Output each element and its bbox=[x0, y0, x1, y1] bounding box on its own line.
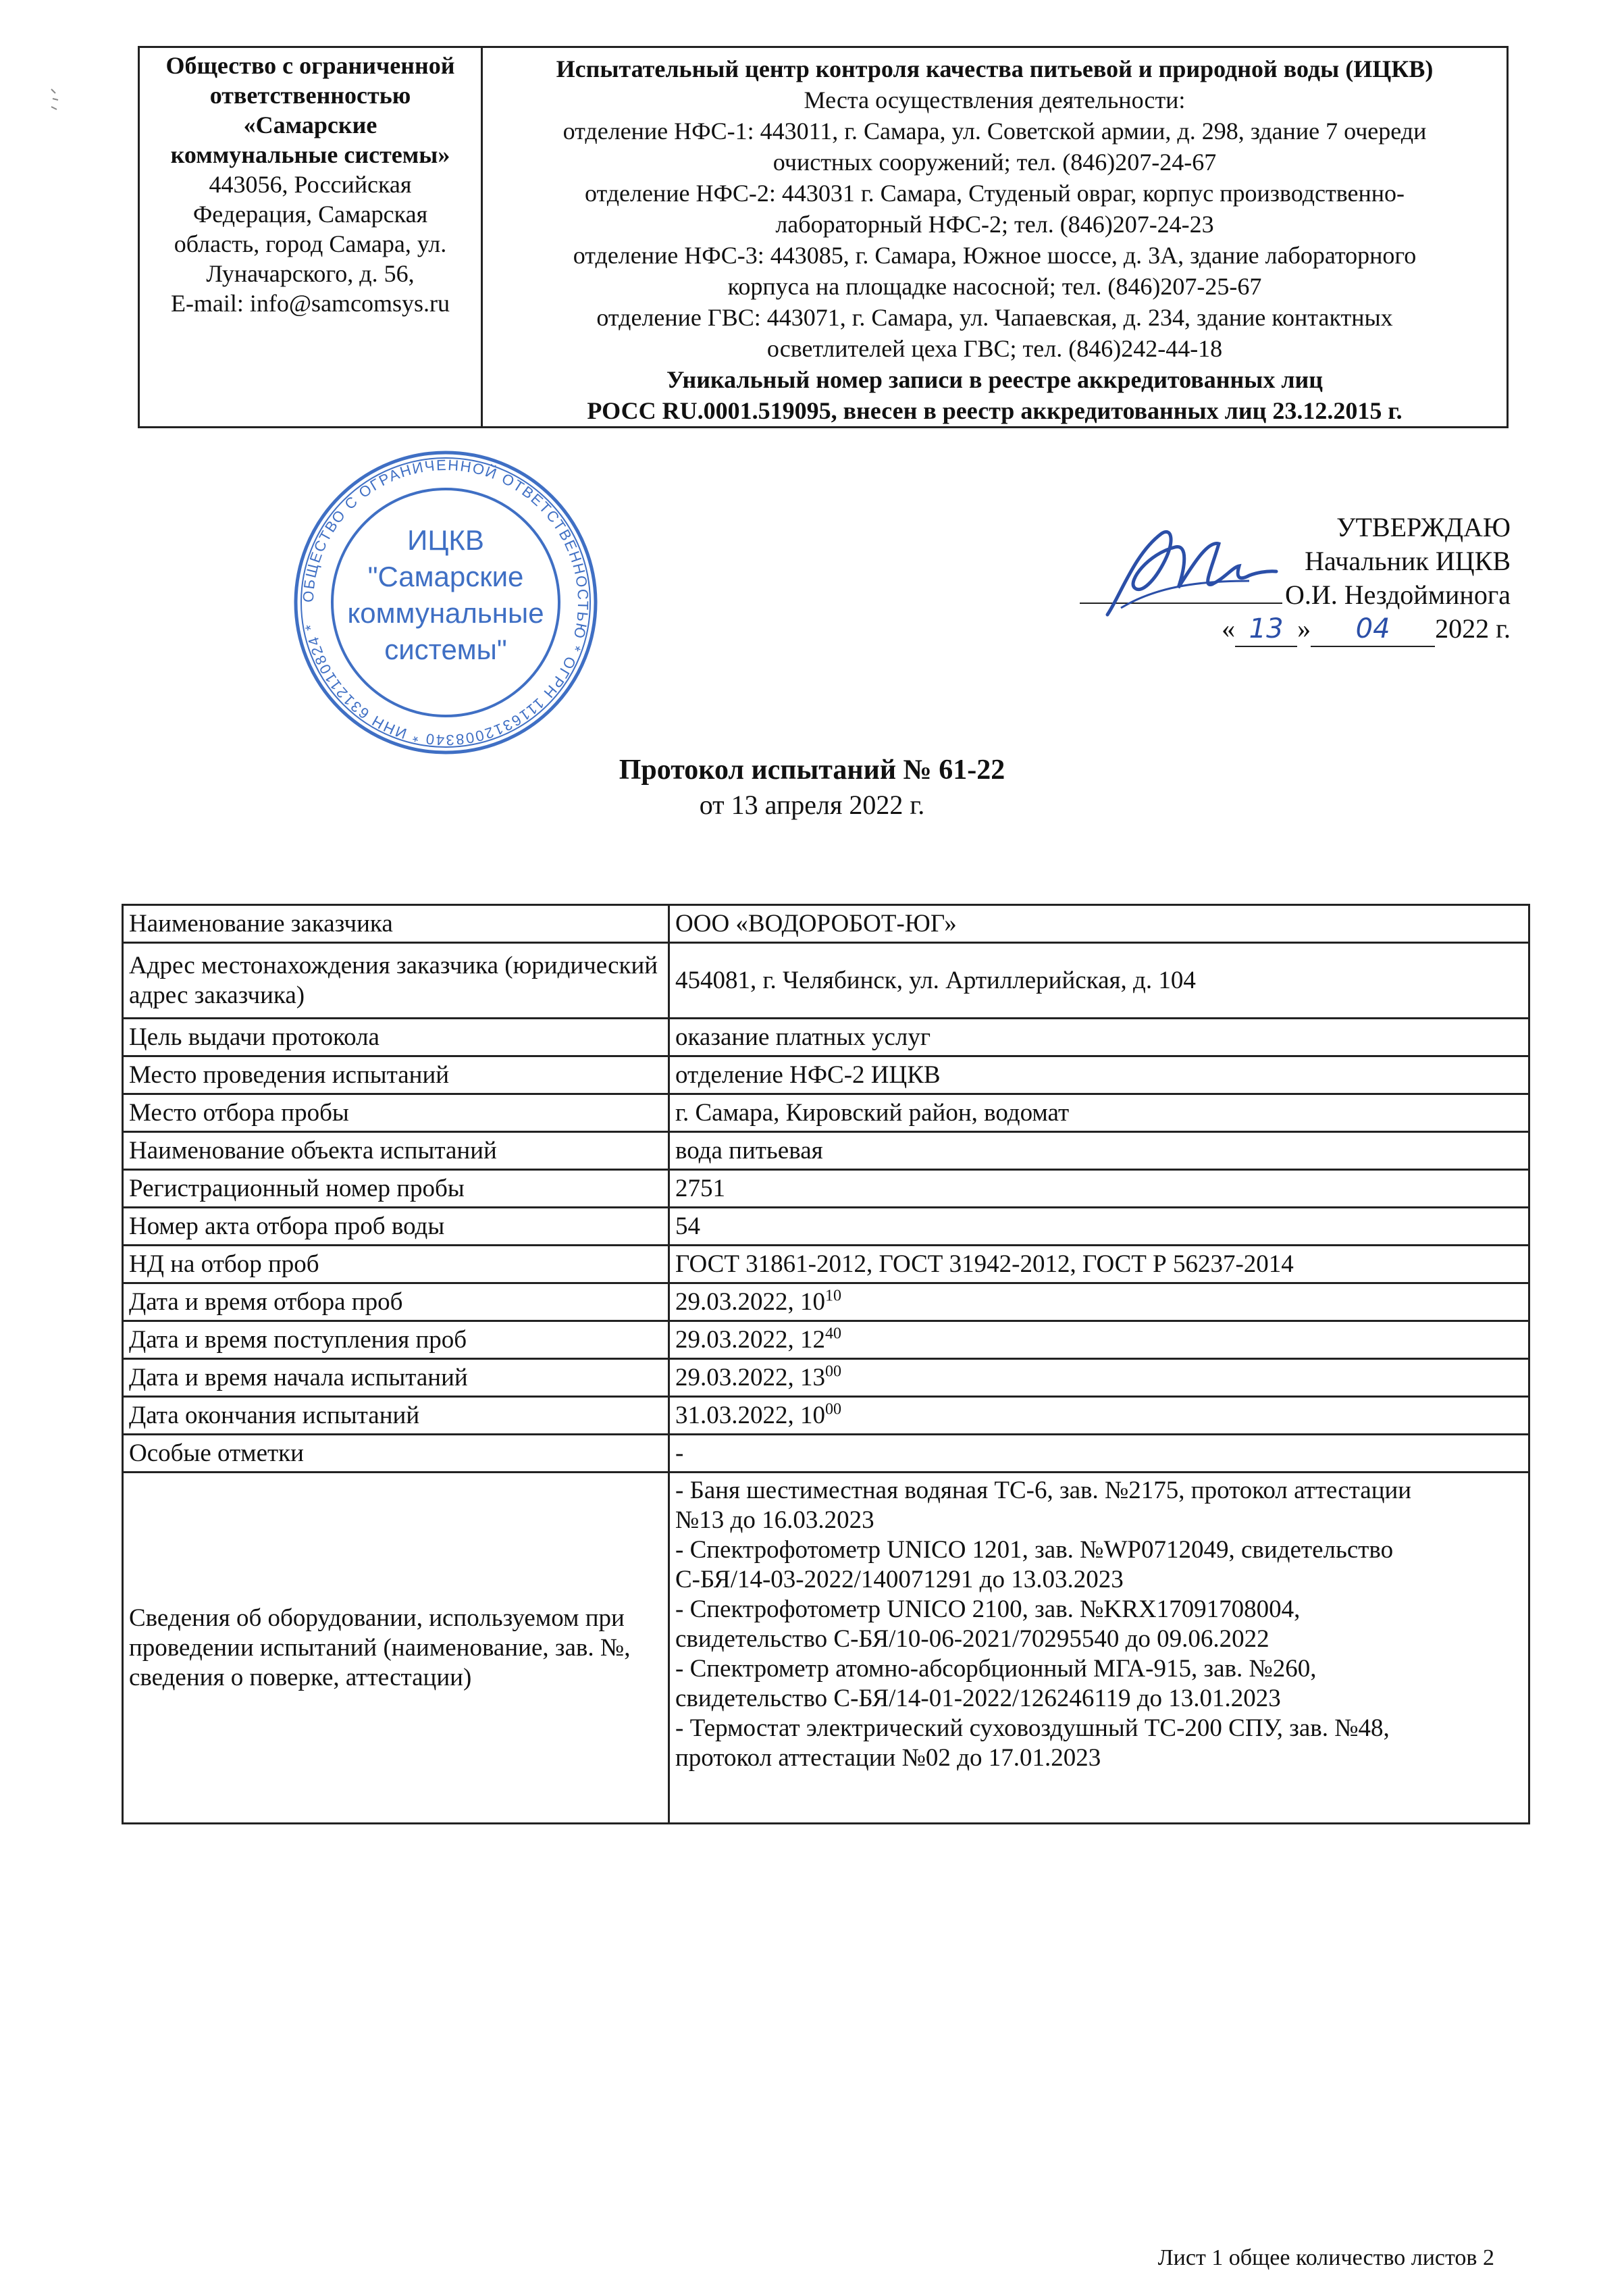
stamp-text: ИЦКВ bbox=[407, 524, 484, 556]
letterhead bbox=[138, 46, 1509, 428]
table-row bbox=[123, 1019, 1529, 1056]
scan-mark bbox=[49, 86, 65, 113]
table-row bbox=[123, 1208, 1529, 1246]
time-minutes: 10 bbox=[825, 1287, 841, 1305]
org-name-line: ответственностью bbox=[209, 82, 411, 109]
branch-line: осветлителей цеха ГВС; тел. (846)242-44-18 bbox=[766, 335, 1223, 362]
org-address-line: область, город Самара, ул. bbox=[174, 230, 447, 257]
equipment-line: свидетельство С-БЯ/10-06-2021/70295540 до 09.06.2022 bbox=[675, 1625, 1269, 1653]
center-block bbox=[483, 48, 1507, 426]
org-name-line: коммунальные системы» bbox=[170, 141, 450, 168]
date-day: 13 bbox=[1235, 612, 1297, 647]
time-minutes: 00 bbox=[825, 1362, 841, 1381]
row-value bbox=[669, 1283, 1529, 1321]
date-month: 04 bbox=[1311, 612, 1435, 647]
places-label: Места осуществления деятельности: bbox=[804, 86, 1186, 113]
branch-line: очистных сооружений; тел. (846)207-24-67 bbox=[772, 149, 1217, 176]
table-row bbox=[123, 1397, 1529, 1435]
row-value bbox=[669, 1321, 1529, 1359]
date-value: 29.03.2022, 12 bbox=[675, 1325, 825, 1354]
org-email: E-mail: info@samcomsys.ru bbox=[170, 290, 450, 317]
org-block bbox=[140, 48, 483, 426]
row-value: оказание платных услуг bbox=[669, 1019, 1529, 1056]
equipment-line: - Баня шестиместная водяная ТС-6, зав. №2175, протокол аттестации bbox=[675, 1477, 1412, 1504]
date-value: 29.03.2022, 13 bbox=[675, 1363, 825, 1391]
row-value bbox=[669, 1397, 1529, 1435]
stamp-text: "Самарские bbox=[367, 561, 524, 592]
branch-line: отделение НФС-3: 443085, г. Самара, Южное шоссе, д. 3А, здание лабораторного bbox=[573, 242, 1417, 269]
date-quote-close: » bbox=[1297, 613, 1311, 644]
row-label: Место отбора пробы bbox=[123, 1094, 669, 1132]
table-row bbox=[123, 1359, 1529, 1397]
table-row bbox=[123, 1094, 1529, 1132]
approve-title: УТВЕРЖДАЮ bbox=[1336, 512, 1511, 542]
time-minutes: 00 bbox=[825, 1400, 841, 1418]
date-value: 29.03.2022, 10 bbox=[675, 1287, 825, 1316]
branch-line: отделение НФС-1: 443011, г. Самара, ул. Советской армии, д. 298, здание 7 очереди bbox=[562, 118, 1427, 145]
branch-line: отделение ГВС: 443071, г. Самара, ул. Чапаевская, д. 234, здание контактных bbox=[596, 304, 1393, 331]
table-row bbox=[123, 1321, 1529, 1359]
center-name: Испытательный центр контроля качества питьевой и природной воды (ИЦКВ) bbox=[556, 55, 1434, 82]
row-label: Место проведения испытаний bbox=[123, 1056, 669, 1094]
row-label: Дата и время поступления проб bbox=[123, 1321, 669, 1359]
stamp-ring-text: ОБЩЕСТВО С ОГРАНИЧЕННОЙ ОТВЕТСТВЕННОСТЬЮ * ОГРН 1116312008340 * ИНН 6312110824 * bbox=[299, 456, 592, 749]
row-value: г. Самара, Кировский район, водомат bbox=[669, 1094, 1529, 1132]
table-row bbox=[123, 1246, 1529, 1283]
row-label: Наименование заказчика bbox=[123, 905, 669, 943]
approve-name: О.И. Нездойминога bbox=[1284, 580, 1511, 610]
equipment-line: - Спектрофотометр UNICO 1201, зав. №WP0712049, свидетельство bbox=[675, 1536, 1394, 1564]
table-row bbox=[123, 943, 1529, 1019]
equipment-line: свидетельство С-БЯ/14-01-2022/126246119 до 13.01.2023 bbox=[675, 1685, 1281, 1712]
approve-position: Начальник ИЦКВ bbox=[1305, 546, 1511, 576]
branch-line: лабораторный НФС-2; тел. (846)207-24-23 bbox=[775, 211, 1214, 238]
table-row bbox=[123, 1473, 1529, 1824]
row-label: Адрес местонахождения заказчика (юридический адрес заказчика) bbox=[123, 943, 669, 1019]
table-row bbox=[123, 905, 1529, 943]
row-value: 2751 bbox=[669, 1170, 1529, 1208]
stamp-text: коммунальные bbox=[347, 597, 544, 629]
row-value: 54 bbox=[669, 1208, 1529, 1246]
stamp-text: системы" bbox=[384, 634, 507, 665]
protocol-info-table bbox=[122, 904, 1530, 1824]
row-label: Цель выдачи протокола bbox=[123, 1019, 669, 1056]
row-value bbox=[669, 1359, 1529, 1397]
row-label: Особые отметки bbox=[123, 1435, 669, 1473]
row-value: вода питьевая bbox=[669, 1132, 1529, 1170]
row-value: ООО «ВОДОРОБОТ-ЮГ» bbox=[669, 905, 1529, 943]
branch-line: отделение НФС-2: 443031 г. Самара, Студеный овраг, корпус производственно- bbox=[584, 180, 1405, 207]
row-label: Сведения об оборудовании, используемом при проведении испытаний (наименование, зав. №, сведения о поверке, аттестации) bbox=[123, 1473, 669, 1824]
row-value: ГОСТ 31861-2012, ГОСТ 31942-2012, ГОСТ Р 56237-2014 bbox=[669, 1246, 1529, 1283]
organization-stamp bbox=[290, 447, 601, 758]
table-row bbox=[123, 1132, 1529, 1170]
protocol-date: от 13 апреля 2022 г. bbox=[699, 790, 925, 820]
org-address-line: Луначарского, д. 56, bbox=[206, 260, 415, 287]
equipment-list bbox=[669, 1473, 1529, 1824]
org-name bbox=[142, 51, 478, 170]
row-value: 454081, г. Челябинск, ул. Артиллерийская, д. 104 bbox=[669, 943, 1529, 1019]
row-label: Номер акта отбора проб воды bbox=[123, 1208, 669, 1246]
row-value: - bbox=[669, 1435, 1529, 1473]
row-label: Дата и время отбора проб bbox=[123, 1283, 669, 1321]
equipment-line: протокол аттестации №02 до 17.01.2023 bbox=[675, 1744, 1101, 1772]
table-row bbox=[123, 1283, 1529, 1321]
equipment-line: №13 до 16.03.2023 bbox=[675, 1506, 874, 1534]
row-value: отделение НФС-2 ИЦКВ bbox=[669, 1056, 1529, 1094]
handwritten-signature bbox=[1094, 513, 1283, 628]
registry-line: Уникальный номер записи в реестре аккредитованных лиц bbox=[666, 366, 1324, 393]
org-name-line: «Самарские bbox=[243, 111, 377, 138]
equipment-line: С-БЯ/14-03-2022/140071291 до 13.03.2023 bbox=[675, 1566, 1124, 1593]
equipment-line: - Спектрометр атомно-абсорбционный МГА-915, зав. №260, bbox=[675, 1655, 1317, 1683]
date-value: 31.03.2022, 10 bbox=[675, 1401, 825, 1429]
equipment-line: - Спектрофотометр UNICO 2100, зав. №KRX17091708004, bbox=[675, 1595, 1301, 1623]
row-label: Наименование объекта испытаний bbox=[123, 1132, 669, 1170]
org-address-line: Федерация, Самарская bbox=[192, 201, 428, 228]
registry-line: РОСС RU.0001.519095, внесен в реестр аккредитованных лиц 23.12.2015 г. bbox=[587, 397, 1403, 424]
branch-line: корпуса на площадке насосной; тел. (846)207-25-67 bbox=[727, 273, 1262, 300]
time-minutes: 40 bbox=[825, 1325, 841, 1343]
org-address-line: 443056, Российская bbox=[209, 171, 412, 198]
row-label: НД на отбор проб bbox=[123, 1246, 669, 1283]
date-quote-open: « bbox=[1222, 613, 1236, 644]
table-row bbox=[123, 1170, 1529, 1208]
org-name-line: Общество с ограниченной bbox=[165, 52, 455, 79]
row-label: Дата окончания испытаний bbox=[123, 1397, 669, 1435]
page-footer: Лист 1 общее количество листов 2 bbox=[1157, 2245, 1494, 2270]
date-year: 2022 г. bbox=[1435, 613, 1511, 644]
equipment-line: - Термостат электрический суховоздушный ТС-200 СПУ, зав. №48, bbox=[675, 1714, 1390, 1742]
row-label: Регистрационный номер пробы bbox=[123, 1170, 669, 1208]
table-row bbox=[123, 1435, 1529, 1473]
protocol-title: Протокол испытаний № 61-22 bbox=[619, 754, 1005, 786]
table-row bbox=[123, 1056, 1529, 1094]
row-label: Дата и время начала испытаний bbox=[123, 1359, 669, 1397]
